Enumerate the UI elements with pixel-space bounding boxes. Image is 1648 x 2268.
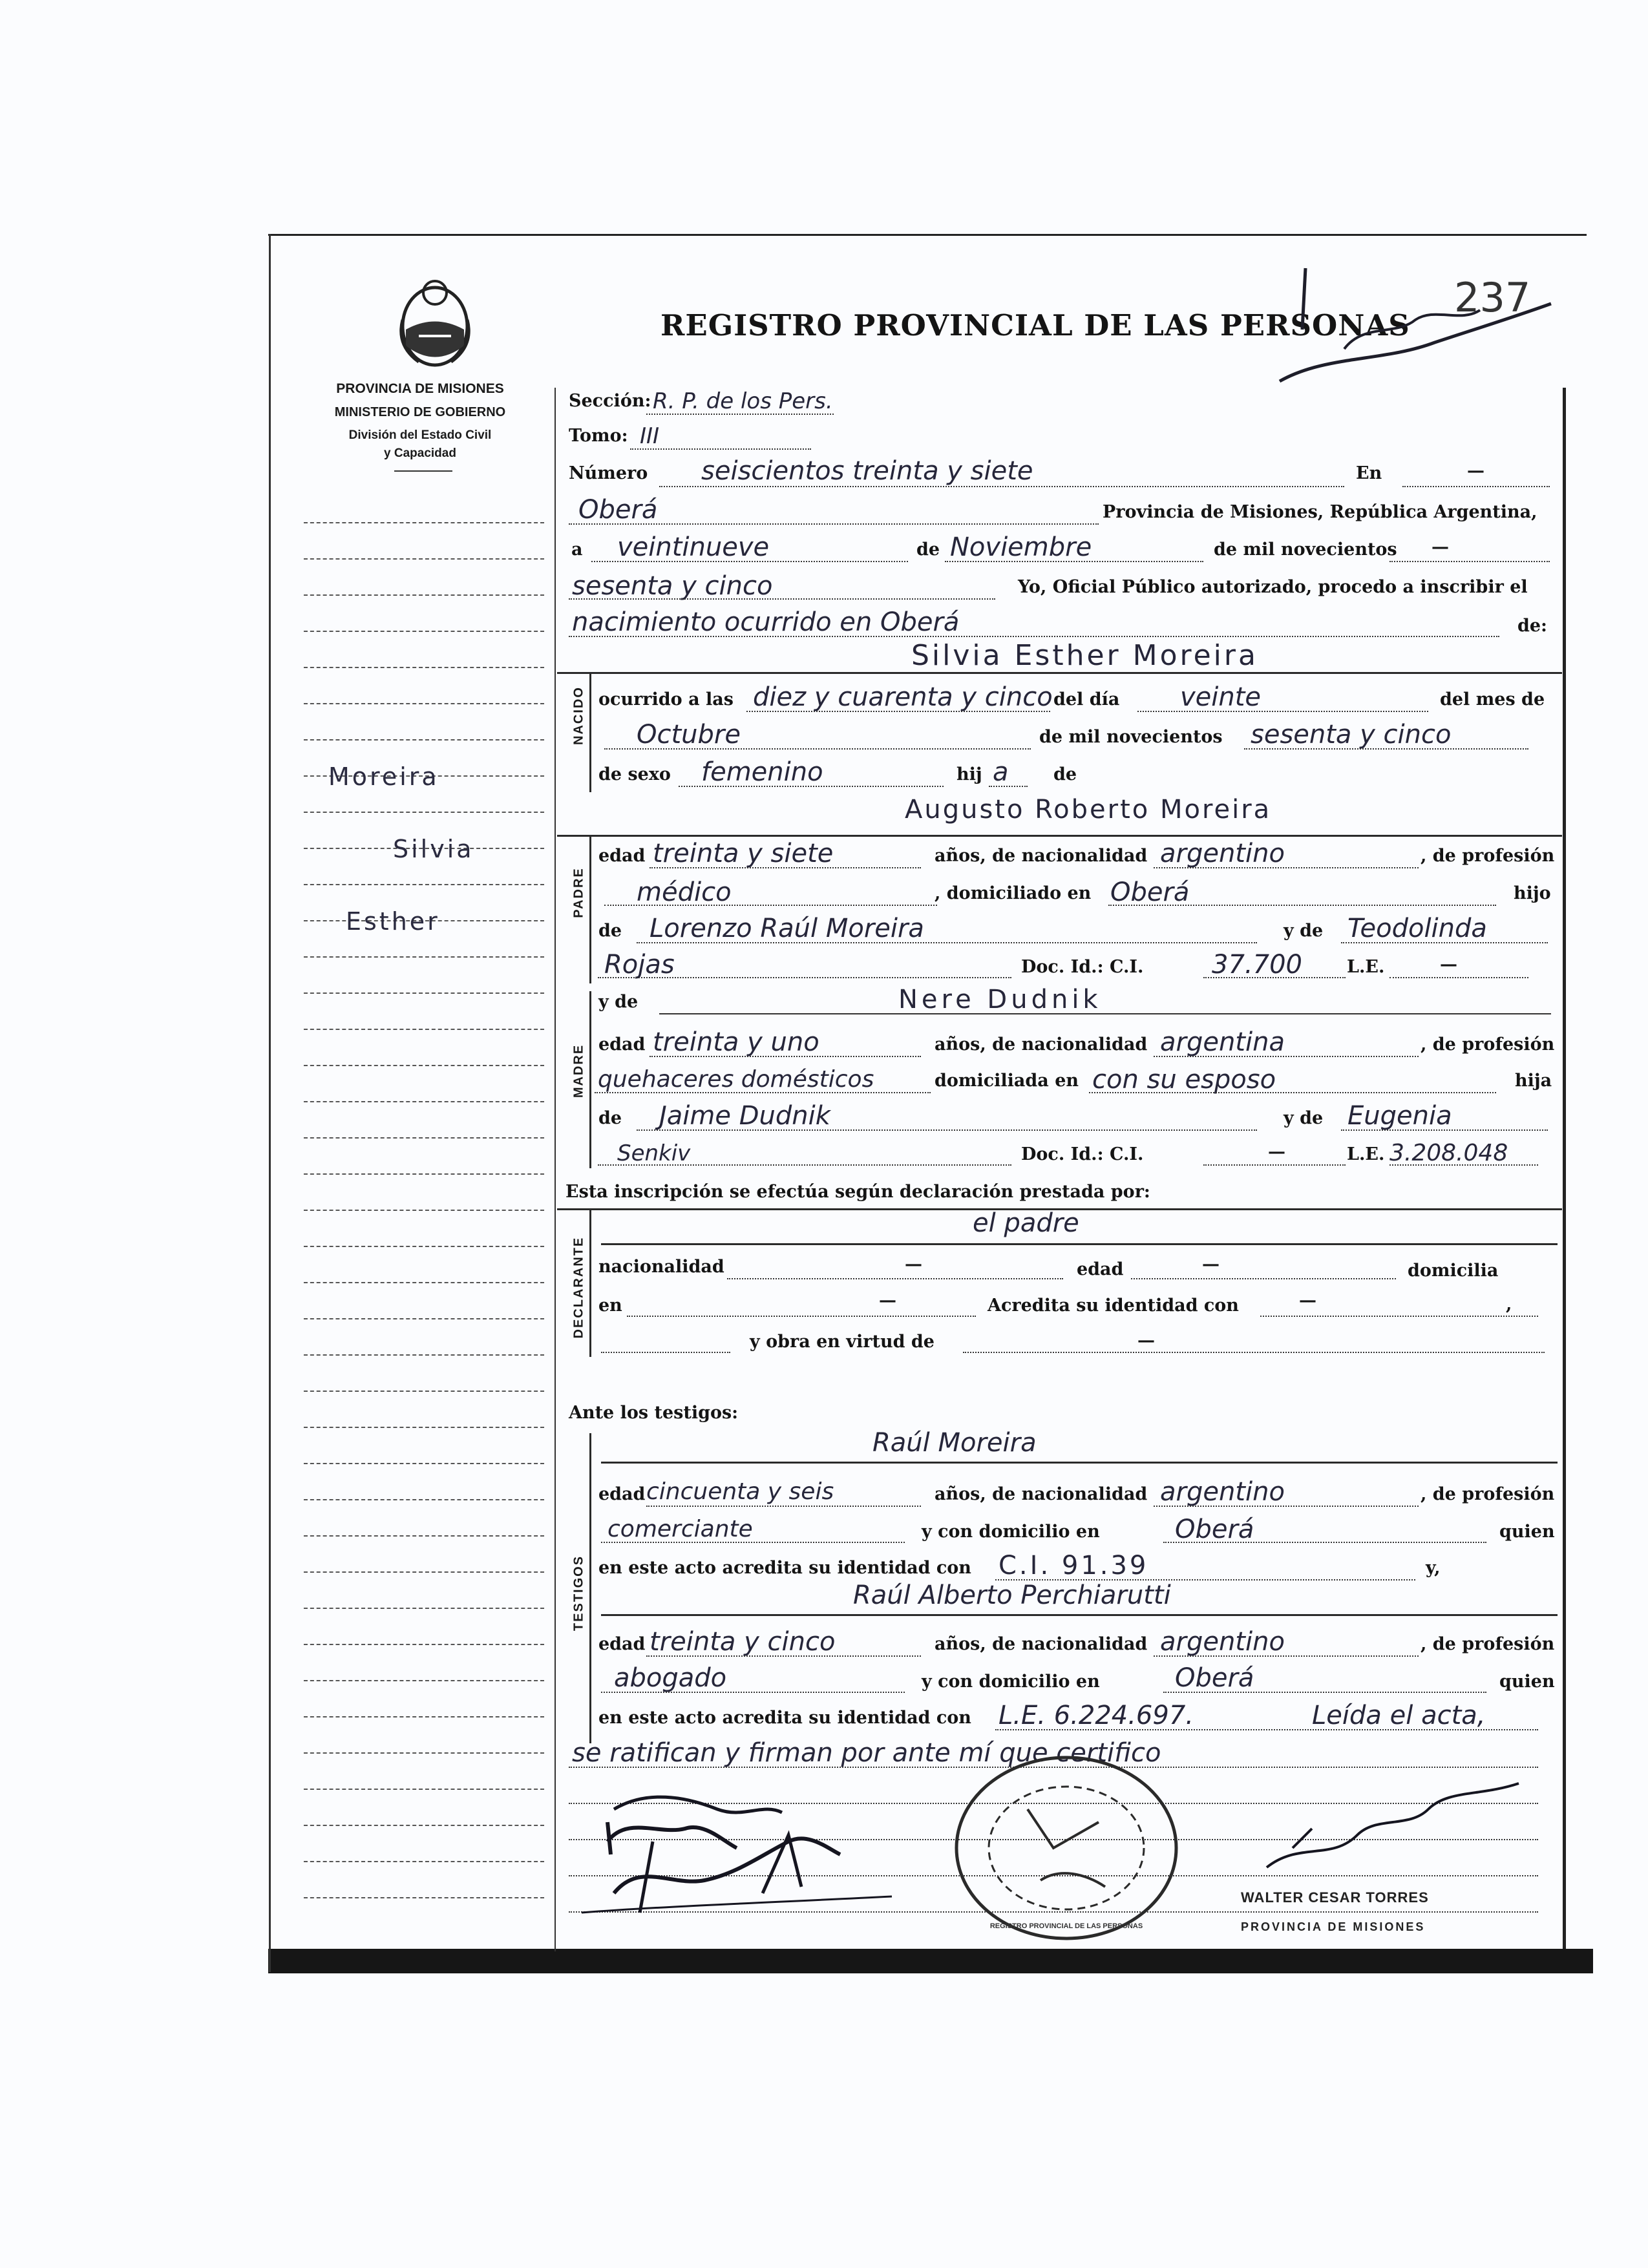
margin-rule [304, 1246, 544, 1247]
testigo1-edad-label: edad [598, 1484, 646, 1504]
del-dia-label: del día [1053, 689, 1120, 709]
margin-rule [304, 1318, 544, 1319]
margin-rule [304, 1571, 544, 1573]
testigo1-prof-value: comerciante [607, 1516, 753, 1542]
ocurrido-label: ocurrido a las [598, 689, 734, 709]
obra-label: y obra en virtud de [750, 1332, 935, 1352]
madre-nac-line [1154, 1056, 1419, 1057]
margin-rule [304, 1644, 544, 1645]
de-label: de [916, 540, 940, 560]
nacido-label: NACIDO [571, 686, 586, 745]
hora-line [746, 711, 1050, 712]
margin-rule [304, 522, 544, 523]
margin-rule [304, 1608, 544, 1609]
padre-dom-label: , domiciliado en [935, 883, 1092, 903]
testigo2-dom-label: y con domicilio en [922, 1672, 1100, 1692]
declarante-nac-label: nacionalidad [598, 1257, 724, 1277]
sexo-line [679, 786, 944, 787]
margin-rule [304, 1065, 544, 1066]
declarante-edad-label: edad [1077, 1259, 1124, 1279]
testigo1-y-label: y, [1426, 1558, 1441, 1578]
mes-nac-line [604, 748, 1031, 750]
declarante-nac-dash: — [905, 1254, 922, 1274]
seccion-label: Sección: [569, 391, 651, 411]
acredita-label: Acredita su identidad con [988, 1296, 1239, 1316]
cierre-1-value: Leída el acta, [1312, 1701, 1486, 1730]
margin-rule [304, 631, 544, 632]
margin-rule [304, 703, 544, 704]
hij-label: hij [956, 764, 982, 784]
testigo1-dom-line [1163, 1542, 1486, 1543]
padre-prof-label: , de profesión [1421, 846, 1555, 866]
tomo-label: Tomo: [569, 426, 628, 446]
a-label: a [571, 540, 583, 560]
padre-anos-label: años, de nacionalidad [935, 846, 1148, 866]
margin-rule [304, 1427, 544, 1428]
numero-value: seiscientos treinta y siete [701, 456, 1033, 486]
madre-bracket [589, 991, 591, 1168]
margin-rule [304, 1210, 544, 1211]
side-header-line1: PROVINCIA DE MISIONES [336, 381, 504, 396]
side-header-line2: MINISTERIO DE GOBIERNO [334, 405, 506, 419]
seccion-line [646, 414, 834, 415]
margin-rule [304, 558, 544, 560]
padre-hijo-label: hijo [1514, 883, 1551, 903]
margin-rule [304, 992, 544, 994]
margin-rule [304, 956, 544, 958]
sexo-value: femenino [701, 757, 823, 787]
declarante-en-line [627, 1316, 976, 1317]
testigos-heading: Ante los testigos: [569, 1403, 739, 1423]
margin-rule [304, 667, 544, 668]
madre-dom-value: con su esposo [1092, 1065, 1276, 1095]
testigo1-nombre-value: Raúl Moreira [872, 1428, 1037, 1458]
madre-le-line [1389, 1164, 1538, 1166]
top-border [268, 234, 1587, 236]
margin-rule [304, 1391, 544, 1392]
margin-rule [304, 594, 544, 596]
padre-nac-value: argentino [1160, 839, 1285, 868]
madre-prof-value: quehaceres domésticos [598, 1066, 874, 1093]
margin-rule [304, 1137, 544, 1139]
declarante-nac-line [727, 1278, 1063, 1279]
declarante-edad-dash: — [1202, 1254, 1220, 1274]
testigo2-id-line [995, 1729, 1538, 1730]
declarante-name-line [601, 1243, 1558, 1245]
declarante-bracket [589, 1208, 591, 1357]
testigo2-edad-label: edad [598, 1634, 646, 1654]
madre-name-line [659, 1013, 1551, 1014]
obra-pre-line [601, 1352, 730, 1353]
testigo1-acredita-label: en este acto acredita su identidad con [598, 1558, 971, 1578]
mes-line [945, 561, 1203, 562]
margin-surname: Moreira [328, 762, 439, 791]
abuelo-pat-de-label: de [598, 921, 622, 941]
testigo1-id-value: C.I. 91.39 [998, 1551, 1149, 1580]
madre-label: MADRE [571, 1044, 586, 1098]
margin-rule [304, 884, 544, 885]
testigo2-edad-value: treinta y cinco [650, 1627, 836, 1657]
margin-rule [304, 1825, 544, 1826]
oficial-label: Yo, Oficial Público autorizado, procedo a inscribir el [1018, 577, 1528, 597]
declarante-label: DECLARANTE [571, 1236, 586, 1339]
hora-value: diez y cuarenta y cinco [753, 682, 1053, 712]
mes-nac-value: Octubre [637, 720, 741, 750]
padre-nombre-value: Augusto Roberto Moreira [905, 795, 1272, 824]
padre-edad-line [650, 867, 921, 868]
anio-dash: — [1431, 537, 1449, 557]
testigo2-prof-line [601, 1692, 905, 1693]
madre-dom-label: domiciliada en [935, 1071, 1079, 1091]
margin-rule [304, 1897, 544, 1898]
abuela-mat-value: Eugenia [1347, 1101, 1452, 1131]
padre-docid-label: Doc. Id.: C.I. [1021, 957, 1144, 977]
testigo1-edad-value: cincuenta y seis [646, 1478, 834, 1505]
padre-bracket [589, 835, 591, 983]
testigo1-edad-line [646, 1506, 921, 1507]
testigo2-name-line [601, 1614, 1558, 1616]
sexo-label: de sexo [598, 764, 671, 784]
official-title: PROVINCIA DE MISIONES [1241, 1920, 1426, 1933]
anio-line-1 [1389, 561, 1550, 562]
margin-rule [304, 1173, 544, 1175]
side-header-line3: División del Estado Civil [348, 428, 492, 442]
obra-line [963, 1352, 1545, 1353]
declarante-value: el padre [973, 1208, 1079, 1238]
document-title: REGISTRO PROVINCIAL DE LAS PERSONAS [660, 308, 1410, 342]
side-header-line4: y Capacidad [384, 446, 456, 460]
madre-le-label: L.E. [1347, 1144, 1385, 1164]
testigo2-dom-line [1163, 1692, 1486, 1693]
madre-prof-label: , de profesión [1421, 1034, 1555, 1055]
testigo2-nombre-value: Raúl Alberto Perchiarutti [853, 1580, 1171, 1610]
abuela-pat-2-line [598, 977, 1011, 978]
testigo2-edad-line [646, 1655, 921, 1657]
lugar-value: Oberá [578, 495, 658, 525]
cierre-2-value: se ratifican y firman por ante mí que certifico [572, 1738, 1161, 1768]
margin-name-2: Esther [346, 907, 440, 936]
margin-rule [304, 1861, 544, 1862]
dia-nac-line [1137, 711, 1428, 712]
side-header-divider [394, 470, 452, 472]
signatures-icon [569, 1783, 931, 1945]
anio-line-2 [569, 598, 995, 600]
testigo2-acredita-label: en este acto acredita su identidad con [598, 1708, 971, 1728]
madre-nac-value: argentina [1160, 1027, 1285, 1057]
testigo2-id-value: L.E. 6.224.697. [998, 1701, 1194, 1730]
testigo2-prof-value: abogado [614, 1663, 727, 1693]
margin-rule [304, 812, 544, 813]
dia-nac-value: veinte [1180, 682, 1262, 712]
madre-dom-line [1089, 1092, 1496, 1093]
testigo1-prof-line [601, 1542, 905, 1543]
testigo1-name-line [601, 1462, 1558, 1464]
madre-hija-label: hija [1515, 1071, 1552, 1091]
de-label-3: de [1053, 764, 1077, 784]
en-dash: — [1467, 461, 1484, 481]
margin-rule [304, 1716, 544, 1717]
signature-top-right [1267, 258, 1564, 401]
en-label: En [1356, 463, 1382, 483]
tomo-value: III [640, 423, 660, 449]
de-colon-label: de: [1517, 616, 1548, 636]
abuela-mat-2-value: Senkiv [617, 1140, 691, 1166]
declaracion-label: Esta inscripción se efectúa según declaración prestada por: [565, 1182, 1150, 1202]
seccion-value: R. P. de los Pers. [653, 388, 833, 414]
lugar-line [569, 523, 1099, 525]
testigo1-quien-label: quien [1499, 1522, 1555, 1542]
abuela-pat-line [1341, 942, 1548, 943]
del-mes-label: del mes de [1440, 689, 1545, 709]
dia-value: veintinueve [617, 532, 770, 562]
declarante-dom-label: domicilia [1408, 1261, 1499, 1281]
hecho-value: nacimiento ocurrido en Oberá [572, 607, 960, 637]
margin-rule [304, 1499, 544, 1500]
margin-rule [304, 1354, 544, 1356]
acredita-comma: , [1506, 1294, 1512, 1314]
padre-ci-line [1203, 977, 1346, 978]
margin-rule [304, 1282, 544, 1283]
official-seal [950, 1751, 1183, 1951]
act-number: 237 [1454, 274, 1531, 321]
declarante-edad-line [1131, 1278, 1396, 1279]
padre-dom-value: Oberá [1110, 877, 1190, 907]
margin-rule [304, 1029, 544, 1030]
margin-rule [304, 1101, 544, 1102]
declarante-en-dash: — [879, 1290, 896, 1310]
madre-edad-line [650, 1056, 921, 1057]
provincia-label: Provincia de Misiones, República Argentina, [1103, 502, 1537, 522]
nacido-top-line [557, 672, 1562, 674]
testigo2-dom-value: Oberá [1175, 1663, 1254, 1693]
hij-line [989, 786, 1028, 787]
abuela-pat-value: Teodolinda [1347, 914, 1487, 943]
seal-text: REGISTRO PROVINCIAL DE LAS PERSONAS [989, 1922, 1143, 1930]
padre-edad-value: treinta y siete [653, 839, 834, 868]
madre-nombre-value: Nere Dudnik [898, 985, 1102, 1014]
abuelo-pat-line [637, 942, 1257, 943]
madre-prof-line [595, 1092, 931, 1093]
abuelo-mat-value: Jaime Dudnik [659, 1101, 830, 1131]
nombre-value: Silvia Esther Moreira [911, 639, 1258, 672]
testigo2-nac-line [1154, 1655, 1419, 1657]
coat-of-arms-icon [393, 275, 477, 372]
de-mil-novecientos-label: de mil novecientos [1214, 540, 1397, 560]
testigo1-nac-line [1154, 1506, 1419, 1507]
margin-rule [304, 1535, 544, 1537]
padre-edad-label: edad [598, 846, 646, 866]
acredita-dash: — [1299, 1290, 1316, 1310]
madre-edad-value: treinta y uno [653, 1027, 819, 1057]
madre-ci-dash: — [1268, 1142, 1285, 1162]
abuela-mat-line [1341, 1129, 1548, 1131]
abuela-mat-2-line [598, 1164, 1011, 1166]
numero-label: Número [569, 463, 648, 483]
padre-top-line [557, 835, 1562, 837]
madre-edad-label: edad [598, 1034, 646, 1055]
testigo1-prof-label: , de profesión [1421, 1484, 1555, 1504]
padre-prof-value: médico [637, 877, 732, 907]
testigo1-anos-label: años, de nacionalidad [935, 1484, 1148, 1504]
bottom-bar [268, 1949, 1593, 1973]
madre-yde-label: y de [598, 992, 639, 1012]
testigo2-nac-value: argentino [1160, 1627, 1285, 1657]
testigo1-dom-value: Oberá [1175, 1515, 1254, 1544]
margin-rule [304, 1463, 544, 1464]
margin-rule [304, 739, 544, 740]
padre-label: PADRE [571, 867, 586, 918]
margin-rule [304, 1752, 544, 1754]
abuela-pat-2-value: Rojas [604, 950, 675, 980]
testigos-label: TESTIGOS [571, 1555, 586, 1632]
hecho-line [569, 636, 1499, 637]
margin-rule [304, 1680, 544, 1681]
padre-nac-line [1154, 867, 1419, 868]
form-left-line [555, 388, 556, 1951]
official-signature [1254, 1770, 1525, 1887]
madre-anos-label: años, de nacionalidad [935, 1034, 1148, 1055]
obra-dash: — [1137, 1330, 1155, 1350]
padre-prof-line [604, 905, 937, 906]
madre-ci-line [1203, 1164, 1346, 1166]
tomo-line [630, 448, 811, 450]
en-line [1402, 486, 1550, 487]
abuela-pat-label: y de [1284, 921, 1324, 941]
hij-suffix-value: a [993, 757, 1009, 787]
testigo1-nac-value: argentino [1160, 1477, 1285, 1507]
dia-line [591, 561, 908, 562]
testigos-bracket [589, 1433, 591, 1743]
anio-nac-value: sesenta y cinco [1251, 720, 1452, 750]
official-name: WALTER CESAR TORRES [1241, 1889, 1429, 1906]
madre-le-value: 3.208.048 [1389, 1140, 1508, 1166]
padre-ci-value: 37.700 [1212, 950, 1302, 980]
abuela-mat-label: y de [1284, 1108, 1324, 1128]
madre-docid-label: Doc. Id.: C.I. [1021, 1144, 1144, 1164]
anio-nac-line [1244, 748, 1528, 750]
testigo2-anos-label: años, de nacionalidad [935, 1634, 1148, 1654]
testigo2-quien-label: quien [1499, 1672, 1555, 1692]
anio-value: sesenta y cinco [572, 571, 773, 601]
abuelo-pat-value: Lorenzo Raúl Moreira [650, 914, 924, 943]
abuelo-mat-de-label: de [598, 1108, 622, 1128]
margin-name-1: Silvia [393, 835, 474, 863]
padre-le-label: L.E. [1347, 957, 1385, 977]
padre-le-line [1389, 977, 1528, 978]
de-mil-nov-2-label: de mil novecientos [1039, 727, 1223, 747]
testigo1-dom-label: y con domicilio en [922, 1522, 1100, 1542]
numero-line [659, 486, 1344, 487]
left-scan-edge [269, 234, 271, 1972]
abuelo-mat-line [637, 1129, 1257, 1131]
padre-dom-line [1108, 905, 1496, 906]
padre-le-dash: — [1440, 954, 1457, 974]
mes-value: Noviembre [950, 532, 1092, 562]
acredita-line [1260, 1316, 1538, 1317]
nacido-bracket [589, 672, 591, 792]
right-frame-line [1563, 388, 1566, 1949]
declarante-en-label: en [598, 1296, 622, 1316]
margin-rule [304, 1789, 544, 1790]
testigo2-prof-label: , de profesión [1421, 1634, 1555, 1654]
